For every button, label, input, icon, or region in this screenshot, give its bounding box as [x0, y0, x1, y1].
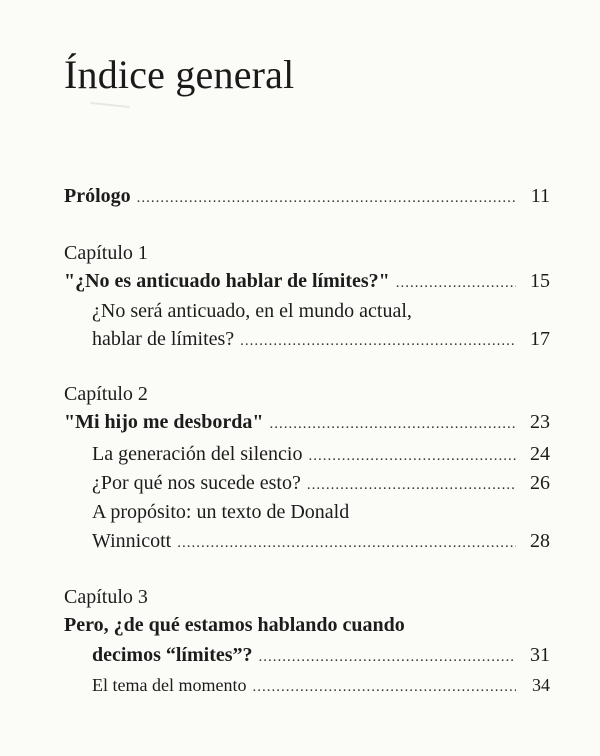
toc-entry-title: "Mi hijo me desborda": [64, 411, 264, 433]
dot-leader: [396, 271, 516, 295]
toc-entry-section-line: [92, 299, 550, 323]
toc-entry-section: [92, 673, 550, 699]
toc-page-number: 11: [530, 185, 550, 207]
chapter-label: Capítulo 1: [64, 242, 148, 264]
toc-entry-title: A propósito: un texto de Donald: [92, 501, 350, 523]
toc-page-number: 15: [530, 270, 550, 292]
chapter-heading-3: [64, 585, 550, 609]
toc-entry-title: "¿No es anticuado hablar de límites?": [64, 270, 390, 292]
chapter-label: Capítulo 3: [64, 586, 148, 608]
toc-entry-chapter-3-title: [92, 643, 550, 669]
dot-leader: [177, 531, 516, 555]
toc-entry-section: [92, 327, 550, 353]
toc-entry-chapter-2-title: [64, 410, 550, 436]
toc-entry-section-line: [92, 500, 550, 524]
toc-entry-section: [92, 529, 550, 555]
toc-entry-title: Pero, ¿de qué estamos hablando cuando: [64, 614, 405, 636]
toc-entry-title: Winnicott: [92, 530, 172, 552]
toc-entry-title: ¿No será anticuado, en el mundo actual,: [92, 300, 412, 322]
toc-entry-title: Prólogo: [64, 185, 131, 207]
toc-page-number: 34: [532, 675, 550, 695]
toc-entry-title: La generación del silencio: [92, 443, 303, 465]
toc-entry-prologo: [64, 184, 550, 210]
chapter-heading-1: [64, 241, 550, 265]
toc-entry-title: decimos “límites”?: [92, 644, 253, 666]
toc-page-number: 28: [530, 530, 550, 552]
toc-page-number: 23: [530, 411, 550, 433]
toc-entry-chapter-1-title: [64, 269, 550, 295]
toc-entry-chapter-3-title-line: [64, 613, 550, 637]
dot-leader: [269, 412, 516, 436]
toc-entry-title: ¿Por qué nos sucede esto?: [92, 472, 301, 494]
dot-leader: [259, 645, 516, 669]
scan-smudge: [90, 102, 130, 108]
toc-entry-section: [92, 442, 550, 468]
dot-leader: [307, 473, 516, 497]
toc-entry-title: El tema del momento: [92, 675, 247, 695]
toc-page-number: 31: [530, 644, 550, 666]
dot-leader: [137, 186, 516, 210]
toc-page-number: 17: [530, 328, 550, 350]
page-title: Índice general: [64, 51, 295, 97]
toc-page-number: 24: [530, 443, 550, 465]
chapter-label: Capítulo 2: [64, 383, 148, 405]
dot-leader: [308, 444, 516, 468]
dot-leader: [252, 675, 516, 699]
dot-leader: [240, 329, 516, 353]
toc-entry-title: hablar de límites?: [92, 328, 235, 350]
toc-entry-section: [92, 471, 550, 497]
toc-page-number: 26: [530, 472, 550, 494]
chapter-heading-2: [64, 382, 550, 406]
